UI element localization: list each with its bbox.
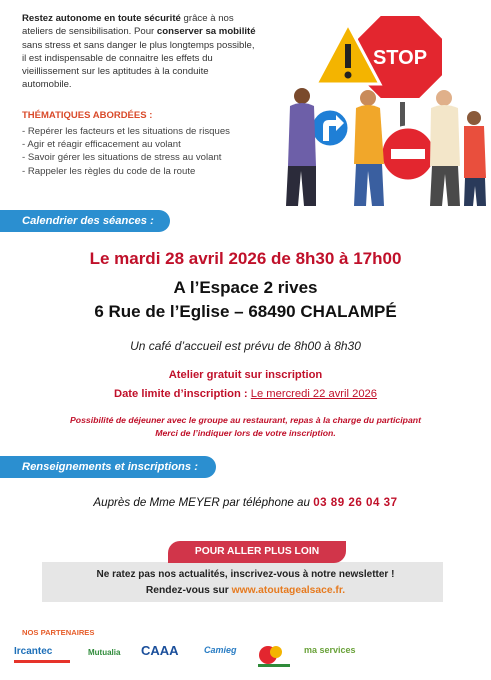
- list-item: - Repérer les facteurs et les situations de risques: [22, 125, 230, 138]
- deadline-date: Le mercredi 22 avril 2026: [250, 388, 377, 400]
- ircantec-underline: [14, 660, 70, 663]
- website-line: [0, 585, 491, 596]
- intro-bold-2: conserver sa mobilité: [156, 26, 256, 38]
- contact-banner: Renseignements et inscriptions :: [0, 456, 216, 478]
- intro-text-1: grâce à nos ateliers de sensibilisation. Pour: [22, 13, 234, 38]
- themes-list: [22, 125, 230, 178]
- partner-logo-ma-services: ma services: [304, 645, 356, 655]
- intro-paragraph: [22, 12, 260, 92]
- road-safety-illustration: [268, 6, 488, 206]
- website-link[interactable]: www.atoutagealsace.fr.: [231, 585, 346, 596]
- partner-logo-caaa: CAAA: [141, 643, 179, 658]
- deadline-label: Date limite d’inscription :: [113, 388, 251, 400]
- website-prefix: Rendez-vous sur: [145, 585, 232, 596]
- lunch-line-1: Possibilité de déjeuner avec le groupe au restaurant, repas à la charge du participant: [70, 415, 421, 425]
- list-item: - Agir et réagir efficacement au volant: [22, 138, 230, 151]
- lunch-line-2: Merci de l’indiquer lors de votre inscription.: [155, 428, 336, 438]
- partner-logo-camieg: Camieg: [204, 645, 237, 655]
- partner-logo-flower-icon: [254, 640, 294, 670]
- newsletter-line: Ne ratez pas nos actualités, inscrivez-vous à notre newsletter !: [96, 569, 395, 580]
- lunch-note: [0, 414, 491, 440]
- list-item: - Rappeler les règles du code de la route: [22, 165, 230, 178]
- partners-heading: NOS PARTENAIRES: [22, 628, 95, 637]
- list-item: - Savoir gérer les situations de stress au volant: [22, 151, 230, 164]
- session-address: 6 Rue de l’Eglise – 68490 CHALAMPÉ: [94, 302, 397, 321]
- intro-text-2: sans stress et sans danger le plus longtemps possible, il est indispensable de connaitre les effets du vieillissement sur les aptitudes à la conduite automobile.: [22, 39, 255, 91]
- contact-text: Auprès de Mme MEYER par téléphone au: [93, 496, 314, 509]
- turn-right-sign-icon: [311, 109, 349, 147]
- intro-bold-1: Restez autonome en toute sécurité: [22, 13, 181, 24]
- contact-line: [0, 496, 491, 509]
- session-place: A l’Espace 2 rives: [173, 278, 318, 297]
- partner-logo-ircantec: Ircantec: [14, 646, 53, 657]
- registration-deadline: [0, 388, 491, 400]
- themes-title: THÉMATIQUES ABORDÉES :: [22, 110, 153, 121]
- coffee-note: Un café d’accueil est prévu de 8h00 à 8h30: [130, 339, 361, 353]
- free-workshop-note: Atelier gratuit sur inscription: [168, 369, 323, 381]
- partner-logo-mutualia: Mutualia: [88, 648, 121, 657]
- contact-phone[interactable]: 03 89 26 04 37: [313, 496, 398, 509]
- stop-sign-text: STOP: [372, 47, 428, 69]
- session-date: Le mardi 28 avril 2026 de 8h30 à 17h00: [89, 249, 402, 268]
- calendar-banner: Calendrier des séances :: [0, 210, 170, 232]
- newsletter-box: [42, 562, 443, 602]
- go-further-button[interactable]: POUR ALLER PLUS LOIN: [168, 541, 346, 563]
